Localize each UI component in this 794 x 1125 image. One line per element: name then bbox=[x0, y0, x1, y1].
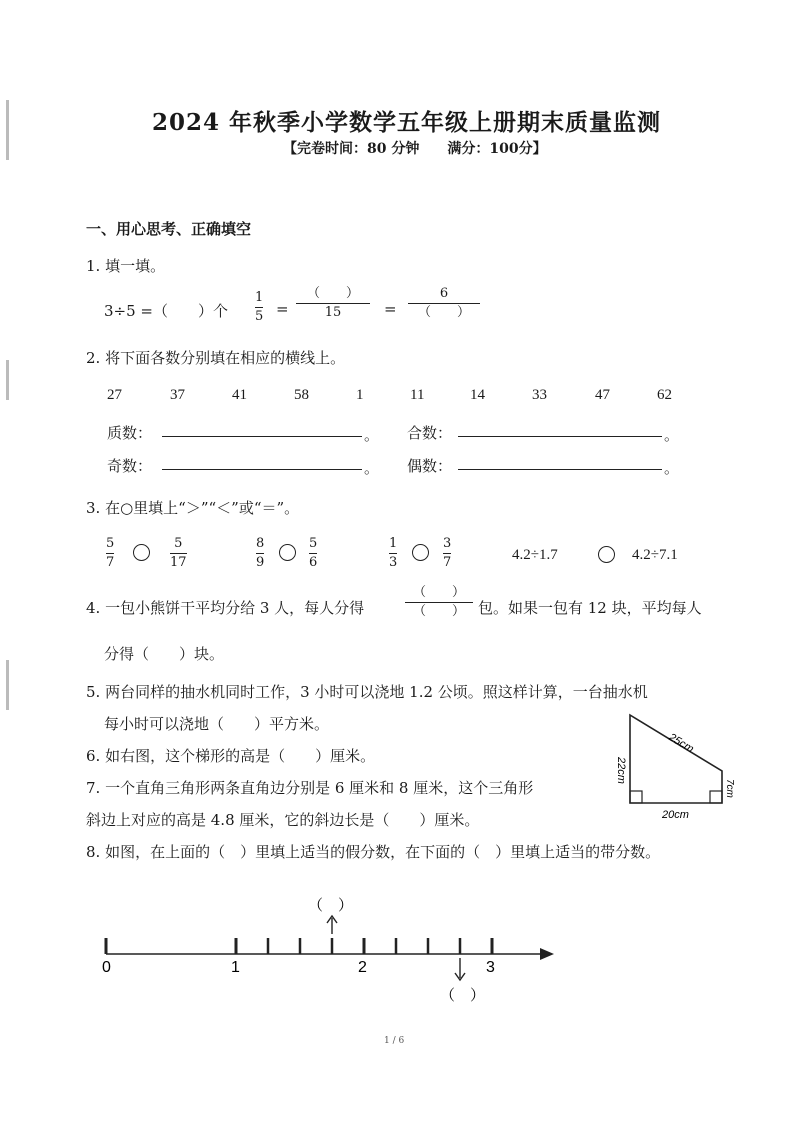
label-left-side: 22cm bbox=[615, 757, 627, 784]
q8-text: 8. 如图，在上面的（ ）里填上适当的假分数，在下面的（ ）里填上适当的带分数。 bbox=[86, 843, 661, 861]
fraction-denominator: 7 bbox=[106, 555, 115, 570]
number-line bbox=[90, 890, 570, 1010]
bottom-answer-blank[interactable]: （ ） bbox=[440, 987, 486, 1004]
q1-equals-2: = bbox=[384, 300, 397, 318]
q3-fraction-right bbox=[443, 536, 451, 571]
q7-line2: 斜边上对应的高是 4.8 厘米，它的斜边长是（ ）厘米。 bbox=[86, 811, 480, 829]
period: 。 bbox=[364, 459, 380, 477]
even-answer-line[interactable] bbox=[458, 469, 662, 470]
fraction-numerator: 5 bbox=[174, 536, 183, 551]
q4-text-part1: 4. 一包小熊饼干平均分给 3 人，每人分得 bbox=[86, 599, 365, 617]
page-subtitle: 【完卷时间：80 分钟 满分：100分】 bbox=[283, 141, 547, 157]
q2-number: 41 bbox=[232, 387, 247, 403]
fraction-numerator: 6 bbox=[439, 286, 449, 301]
fraction-denominator: 7 bbox=[443, 555, 452, 570]
fraction-denominator: 5 bbox=[255, 309, 264, 324]
q2-number: 58 bbox=[294, 387, 309, 403]
compare-circle[interactable] bbox=[279, 544, 296, 561]
fraction-bar bbox=[170, 553, 187, 554]
right-angle-mark bbox=[710, 791, 722, 803]
fraction-denominator: 3 bbox=[389, 555, 398, 570]
q3-expression-right: 4.2÷7.1 bbox=[632, 547, 678, 563]
page-number: 1 / 6 bbox=[384, 1036, 405, 1046]
q3-fraction-left bbox=[389, 536, 397, 571]
fraction-bar bbox=[405, 602, 473, 603]
q3-fraction-left bbox=[106, 536, 114, 571]
fraction-numerator: 3 bbox=[443, 536, 452, 551]
fraction-denominator: 17 bbox=[170, 555, 187, 570]
fraction-numerator-blank[interactable]: （ ） bbox=[412, 585, 465, 600]
q5-line1: 5. 两台同样的抽水机同时工作，3 小时可以浇地 1.2 公顷。照这样计算，一台抽水机 bbox=[86, 683, 648, 701]
period: 。 bbox=[664, 459, 680, 477]
q3-fraction-left bbox=[256, 536, 264, 571]
q1-fraction-one-fifth bbox=[255, 290, 263, 325]
q1-equals-1: = bbox=[276, 300, 289, 318]
page-title: 2024 年秋季小学数学五年级上册期末质量监测 bbox=[152, 109, 662, 136]
compare-circle[interactable] bbox=[133, 544, 150, 561]
q4-text-part2: 包。如果一包有 12 块，平均每人 bbox=[478, 599, 702, 617]
fraction-denominator: 9 bbox=[256, 555, 265, 570]
label-slant-side: 25cm bbox=[666, 731, 696, 756]
prime-answer-line[interactable] bbox=[162, 436, 362, 437]
compare-circle[interactable] bbox=[598, 546, 615, 563]
fraction-bar bbox=[256, 553, 264, 554]
q2-number: 27 bbox=[107, 387, 122, 403]
fraction-numerator: 5 bbox=[309, 536, 318, 551]
fraction-denominator-blank[interactable]: （ ） bbox=[412, 604, 465, 619]
fraction-numerator: 8 bbox=[256, 536, 265, 551]
trapezoid-figure bbox=[596, 705, 746, 825]
q3-fraction-right bbox=[309, 536, 317, 571]
fraction-bar bbox=[443, 553, 451, 554]
fraction-bar bbox=[255, 307, 263, 308]
q1-fraction-blank-15[interactable] bbox=[296, 286, 370, 321]
scan-edge-mark bbox=[6, 660, 9, 710]
tick-label-3: 3 bbox=[486, 959, 495, 976]
q3-fraction-right bbox=[170, 536, 187, 571]
q2-number: 11 bbox=[410, 387, 425, 403]
section-title: 一、用心思考、正确填空 bbox=[86, 220, 252, 238]
period: 。 bbox=[664, 426, 680, 444]
fraction-bar bbox=[389, 553, 397, 554]
even-label: 偶数： bbox=[407, 457, 453, 475]
fraction-numerator: 1 bbox=[255, 290, 264, 305]
arrow-head-icon bbox=[540, 948, 554, 960]
fraction-numerator-blank[interactable]: （ ） bbox=[306, 286, 359, 301]
top-answer-blank[interactable]: （ ） bbox=[308, 897, 354, 914]
odd-answer-line[interactable] bbox=[162, 469, 362, 470]
q3-expression-left: 4.2÷1.7 bbox=[512, 547, 558, 563]
fraction-numerator: 1 bbox=[389, 536, 398, 551]
period: 。 bbox=[364, 426, 380, 444]
tick-label-1: 1 bbox=[231, 959, 240, 976]
fraction-bar bbox=[408, 303, 480, 304]
tick-label-0: 0 bbox=[102, 959, 111, 976]
fraction-bar bbox=[296, 303, 370, 304]
label-bottom-side: 20cm bbox=[662, 809, 689, 821]
q2-number: 33 bbox=[532, 387, 547, 403]
trapezoid-shape bbox=[630, 715, 722, 803]
q1-fraction-6-blank[interactable] bbox=[408, 286, 480, 321]
q3-text: 3. 在○里填上“＞”“＜”或“＝”。 bbox=[86, 499, 300, 517]
q4-fraction-blank[interactable] bbox=[405, 585, 473, 620]
composite-label: 合数： bbox=[407, 424, 453, 442]
fraction-numerator: 5 bbox=[106, 536, 115, 551]
odd-label: 奇数： bbox=[107, 457, 153, 475]
q1-text: 1. 填一填。 bbox=[86, 257, 166, 275]
q2-text: 2. 将下面各数分别填在相应的横线上。 bbox=[86, 349, 346, 367]
q1-expression: 3÷5 =（ ）个 bbox=[104, 302, 228, 320]
q7-line1: 7. 一个直角三角形两条直角边分别是 6 厘米和 8 厘米，这个三角形 bbox=[86, 779, 534, 797]
q2-number: 14 bbox=[470, 387, 485, 403]
fraction-denominator: 6 bbox=[309, 555, 318, 570]
q2-number: 62 bbox=[657, 387, 672, 403]
q5-line2: 每小时可以浇地（ ）平方米。 bbox=[104, 715, 330, 733]
q4-text-part3: 分得（ ）块。 bbox=[104, 645, 225, 663]
q6-text: 6. 如右图，这个梯形的高是（ ）厘米。 bbox=[86, 747, 376, 765]
q2-number: 1 bbox=[356, 387, 364, 403]
fraction-denominator: 15 bbox=[324, 305, 342, 320]
fraction-bar bbox=[106, 553, 114, 554]
scan-edge-mark bbox=[6, 100, 9, 160]
q2-number: 47 bbox=[595, 387, 610, 403]
right-angle-mark bbox=[630, 791, 642, 803]
tick-label-2: 2 bbox=[358, 959, 367, 976]
q2-number: 37 bbox=[170, 387, 185, 403]
fraction-bar bbox=[309, 553, 317, 554]
fraction-denominator-blank[interactable]: （ ） bbox=[417, 305, 470, 320]
compare-circle[interactable] bbox=[412, 544, 429, 561]
scan-edge-mark bbox=[6, 360, 9, 400]
label-right-side: 7cm bbox=[724, 779, 735, 798]
prime-label: 质数： bbox=[107, 424, 153, 442]
composite-answer-line[interactable] bbox=[458, 436, 662, 437]
